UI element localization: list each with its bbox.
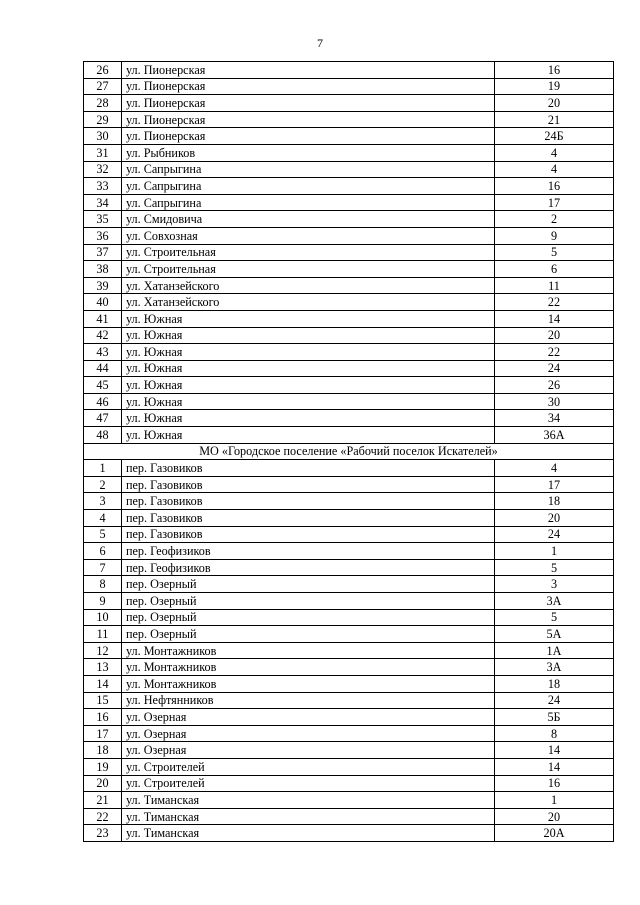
street-cell: ул. Южная xyxy=(122,377,495,394)
row-number-cell: 34 xyxy=(84,194,122,211)
house-number-cell: 3 xyxy=(495,576,614,593)
row-number-cell: 3 xyxy=(84,493,122,510)
house-number-cell: 24Б xyxy=(495,128,614,145)
row-number-cell: 6 xyxy=(84,543,122,560)
row-number-cell: 7 xyxy=(84,559,122,576)
row-number-cell: 13 xyxy=(84,659,122,676)
house-number-cell: 26 xyxy=(495,377,614,394)
house-number-cell: 18 xyxy=(495,493,614,510)
house-number-cell: 17 xyxy=(495,194,614,211)
table-row xyxy=(84,626,614,643)
house-number-cell: 4 xyxy=(495,460,614,477)
table-row xyxy=(84,593,614,610)
table-row xyxy=(84,493,614,510)
street-cell: ул. Пионерская xyxy=(122,62,495,79)
row-number-cell: 47 xyxy=(84,410,122,427)
table-row xyxy=(84,244,614,261)
table-row xyxy=(84,78,614,95)
house-number-cell: 21 xyxy=(495,111,614,128)
street-cell: ул. Южная xyxy=(122,327,495,344)
row-number-cell: 33 xyxy=(84,178,122,195)
table-row xyxy=(84,725,614,742)
table-row xyxy=(84,360,614,377)
street-cell: ул. Пионерская xyxy=(122,128,495,145)
table-row xyxy=(84,775,614,792)
house-number-cell: 24 xyxy=(495,526,614,543)
house-number-cell: 30 xyxy=(495,393,614,410)
row-number-cell: 41 xyxy=(84,310,122,327)
row-number-cell: 38 xyxy=(84,261,122,278)
table-row xyxy=(84,227,614,244)
street-cell: ул. Сапрыгина xyxy=(122,178,495,195)
street-cell: ул. Монтажников xyxy=(122,659,495,676)
row-number-cell: 15 xyxy=(84,692,122,709)
house-number-cell: 5 xyxy=(495,244,614,261)
house-number-cell: 14 xyxy=(495,310,614,327)
row-number-cell: 32 xyxy=(84,161,122,178)
table-row xyxy=(84,576,614,593)
row-number-cell: 18 xyxy=(84,742,122,759)
table-row xyxy=(84,460,614,477)
house-number-cell: 11 xyxy=(495,277,614,294)
street-cell: ул. Пионерская xyxy=(122,111,495,128)
street-cell: ул. Южная xyxy=(122,427,495,444)
street-cell: пер. Озерный xyxy=(122,626,495,643)
table-row xyxy=(84,62,614,79)
row-number-cell: 40 xyxy=(84,294,122,311)
row-number-cell: 46 xyxy=(84,393,122,410)
table-row xyxy=(84,559,614,576)
house-number-cell: 22 xyxy=(495,344,614,361)
row-number-cell: 21 xyxy=(84,792,122,809)
row-number-cell: 42 xyxy=(84,327,122,344)
table-row xyxy=(84,642,614,659)
section-title: МО «Городское поселение «Рабочий поселок Искателей» xyxy=(84,443,614,460)
table-row xyxy=(84,742,614,759)
row-number-cell: 39 xyxy=(84,277,122,294)
table-row xyxy=(84,393,614,410)
street-cell: пер. Озерный xyxy=(122,576,495,593)
row-number-cell: 4 xyxy=(84,510,122,527)
street-cell: ул. Строителей xyxy=(122,758,495,775)
row-number-cell: 44 xyxy=(84,360,122,377)
house-number-cell: 18 xyxy=(495,675,614,692)
street-cell: пер. Озерный xyxy=(122,609,495,626)
row-number-cell: 29 xyxy=(84,111,122,128)
row-number-cell: 9 xyxy=(84,593,122,610)
table-row xyxy=(84,211,614,228)
house-number-cell: 16 xyxy=(495,178,614,195)
row-number-cell: 11 xyxy=(84,626,122,643)
table-row xyxy=(84,659,614,676)
table-row xyxy=(84,377,614,394)
street-cell: пер. Озерный xyxy=(122,593,495,610)
table-row xyxy=(84,277,614,294)
street-cell: пер. Газовиков xyxy=(122,476,495,493)
row-number-cell: 19 xyxy=(84,758,122,775)
table-row xyxy=(84,526,614,543)
house-number-cell: 6 xyxy=(495,261,614,278)
house-number-cell: 1А xyxy=(495,642,614,659)
street-cell: ул. Тиманская xyxy=(122,808,495,825)
table-row xyxy=(84,344,614,361)
table-row xyxy=(84,709,614,726)
table-row xyxy=(84,808,614,825)
street-cell: ул. Пионерская xyxy=(122,78,495,95)
house-number-cell: 22 xyxy=(495,294,614,311)
street-cell: пер. Газовиков xyxy=(122,526,495,543)
street-cell: ул. Хатанзейского xyxy=(122,294,495,311)
street-cell: ул. Сапрыгина xyxy=(122,161,495,178)
row-number-cell: 8 xyxy=(84,576,122,593)
row-number-cell: 31 xyxy=(84,144,122,161)
row-number-cell: 35 xyxy=(84,211,122,228)
row-number-cell: 14 xyxy=(84,675,122,692)
address-table-body xyxy=(84,62,614,842)
row-number-cell: 28 xyxy=(84,95,122,112)
street-cell: ул. Озерная xyxy=(122,709,495,726)
row-number-cell: 30 xyxy=(84,128,122,145)
address-table xyxy=(83,61,614,842)
table-row xyxy=(84,825,614,842)
row-number-cell: 17 xyxy=(84,725,122,742)
row-number-cell: 36 xyxy=(84,227,122,244)
table-row xyxy=(84,692,614,709)
table-row xyxy=(84,758,614,775)
row-number-cell: 1 xyxy=(84,460,122,477)
table-row xyxy=(84,95,614,112)
street-cell: ул. Строителей xyxy=(122,775,495,792)
street-cell: ул. Тиманская xyxy=(122,825,495,842)
table-row xyxy=(84,792,614,809)
street-cell: ул. Смидовича xyxy=(122,211,495,228)
house-number-cell: 36А xyxy=(495,427,614,444)
table-row xyxy=(84,194,614,211)
table-row xyxy=(84,144,614,161)
street-cell: ул. Хатанзейского xyxy=(122,277,495,294)
table-row xyxy=(84,675,614,692)
house-number-cell: 5 xyxy=(495,609,614,626)
house-number-cell: 3А xyxy=(495,593,614,610)
street-cell: ул. Южная xyxy=(122,393,495,410)
house-number-cell: 34 xyxy=(495,410,614,427)
house-number-cell: 14 xyxy=(495,758,614,775)
table-row xyxy=(84,128,614,145)
table-row xyxy=(84,476,614,493)
house-number-cell: 2 xyxy=(495,211,614,228)
street-cell: ул. Нефтянников xyxy=(122,692,495,709)
house-number-cell: 24 xyxy=(495,692,614,709)
street-cell: ул. Монтажников xyxy=(122,642,495,659)
house-number-cell: 16 xyxy=(495,62,614,79)
table-row xyxy=(84,427,614,444)
house-number-cell: 14 xyxy=(495,742,614,759)
table-row xyxy=(84,510,614,527)
row-number-cell: 22 xyxy=(84,808,122,825)
house-number-cell: 20 xyxy=(495,808,614,825)
table-row xyxy=(84,111,614,128)
street-cell: ул. Строительная xyxy=(122,244,495,261)
row-number-cell: 16 xyxy=(84,709,122,726)
section-header-row xyxy=(84,443,614,460)
house-number-cell: 9 xyxy=(495,227,614,244)
house-number-cell: 4 xyxy=(495,161,614,178)
row-number-cell: 26 xyxy=(84,62,122,79)
house-number-cell: 17 xyxy=(495,476,614,493)
house-number-cell: 5Б xyxy=(495,709,614,726)
house-number-cell: 19 xyxy=(495,78,614,95)
street-cell: ул. Озерная xyxy=(122,742,495,759)
street-cell: ул. Южная xyxy=(122,310,495,327)
table-row xyxy=(84,161,614,178)
house-number-cell: 1 xyxy=(495,543,614,560)
row-number-cell: 37 xyxy=(84,244,122,261)
table-row xyxy=(84,327,614,344)
street-cell: ул. Озерная xyxy=(122,725,495,742)
street-cell: ул. Южная xyxy=(122,410,495,427)
row-number-cell: 27 xyxy=(84,78,122,95)
table-row xyxy=(84,410,614,427)
house-number-cell: 1 xyxy=(495,792,614,809)
street-cell: пер. Газовиков xyxy=(122,510,495,527)
street-cell: ул. Южная xyxy=(122,360,495,377)
row-number-cell: 45 xyxy=(84,377,122,394)
house-number-cell: 3А xyxy=(495,659,614,676)
house-number-cell: 20А xyxy=(495,825,614,842)
street-cell: ул. Монтажников xyxy=(122,675,495,692)
table-row xyxy=(84,609,614,626)
house-number-cell: 20 xyxy=(495,95,614,112)
street-cell: ул. Совхозная xyxy=(122,227,495,244)
row-number-cell: 20 xyxy=(84,775,122,792)
table-row xyxy=(84,261,614,278)
house-number-cell: 5 xyxy=(495,559,614,576)
street-cell: пер. Газовиков xyxy=(122,460,495,477)
row-number-cell: 48 xyxy=(84,427,122,444)
house-number-cell: 16 xyxy=(495,775,614,792)
street-cell: пер. Газовиков xyxy=(122,493,495,510)
street-cell: ул. Пионерская xyxy=(122,95,495,112)
row-number-cell: 43 xyxy=(84,344,122,361)
street-cell: ул. Сапрыгина xyxy=(122,194,495,211)
row-number-cell: 23 xyxy=(84,825,122,842)
street-cell: пер. Геофизиков xyxy=(122,543,495,560)
street-cell: ул. Тиманская xyxy=(122,792,495,809)
page-number: 7 xyxy=(317,36,323,50)
house-number-cell: 4 xyxy=(495,144,614,161)
table-row xyxy=(84,310,614,327)
street-cell: ул. Рыбников xyxy=(122,144,495,161)
house-number-cell: 24 xyxy=(495,360,614,377)
table-row xyxy=(84,543,614,560)
table-row xyxy=(84,178,614,195)
row-number-cell: 10 xyxy=(84,609,122,626)
house-number-cell: 5А xyxy=(495,626,614,643)
street-cell: ул. Южная xyxy=(122,344,495,361)
row-number-cell: 5 xyxy=(84,526,122,543)
street-cell: пер. Геофизиков xyxy=(122,559,495,576)
row-number-cell: 12 xyxy=(84,642,122,659)
house-number-cell: 8 xyxy=(495,725,614,742)
house-number-cell: 20 xyxy=(495,327,614,344)
table-row xyxy=(84,294,614,311)
house-number-cell: 20 xyxy=(495,510,614,527)
street-cell: ул. Строительная xyxy=(122,261,495,278)
row-number-cell: 2 xyxy=(84,476,122,493)
